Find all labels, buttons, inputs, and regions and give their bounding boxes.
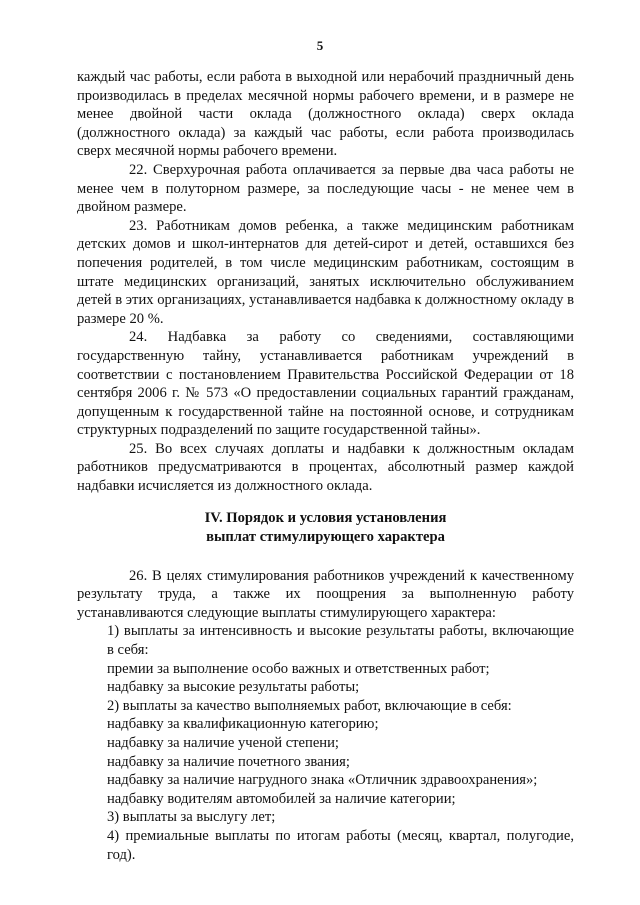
list-item-4: 4) премиальные выплаты по итогам работы (месяц, квартал, полугодие, год). bbox=[107, 827, 574, 863]
list-subitem: надбавку за наличие нагрудного знака «Отличник здравоохранения»; bbox=[107, 772, 538, 789]
list-item-2: 2) выплаты за качество выполняемых работ, включающие в себя: bbox=[107, 697, 512, 714]
section-heading bbox=[77, 509, 574, 547]
paragraph-24: 24. Надбавка за работу со сведениями, составляющими государственную тайну, устанавливается работникам учреждений в соответствии с постановлением Правительства Российской Федерации от 18 сентября 2006 г. № 573 «О предоставлении социальных гарантий гражданам, допущенным к государственной тайне на постоянной основе, и сотрудникам структурных подразделений по защите государственной тайны». bbox=[77, 329, 574, 439]
section-heading-line-2: выплат стимулирующего характера bbox=[206, 528, 445, 545]
page-number: 5 bbox=[316, 38, 324, 53]
list-item-3: 3) выплаты за выслугу лет; bbox=[107, 809, 276, 826]
list-subitem: надбавку за наличие почетного звания; bbox=[107, 753, 350, 770]
list-subitem: премии за выполнение особо важных и ответственных работ; bbox=[107, 660, 490, 677]
section-heading-line-1: IV. Порядок и условия установления bbox=[204, 509, 447, 526]
document-body bbox=[77, 68, 574, 864]
paragraph-22: 22. Сверхурочная работа оплачивается за первые два часа работы не менее чем в полуторном размере, за последующие часы - не менее чем в двойном размере. bbox=[77, 161, 574, 216]
list-subitem: надбавку за квалификационную категорию; bbox=[107, 716, 379, 733]
list-subitem: надбавку водителям автомобилей за наличие категории; bbox=[107, 790, 456, 807]
list-subitem: надбавку за высокие результаты работы; bbox=[107, 679, 360, 696]
list-subitem: надбавку за наличие ученой степени; bbox=[107, 735, 339, 751]
paragraph-26: 26. В целях стимулирования работников учреждений к качественному результату труда, а также их поощрения за выполненную работу устанавливаются следующие выплаты стимулирующего характера: bbox=[77, 567, 574, 621]
paragraph-25: 25. Во всех случаях доплаты и надбавки к должностным окладам работников предусматриваются в процентах, абсолютный размер каждой надбавки исчисляется из должностного оклада. bbox=[77, 440, 574, 495]
paragraph-21-continuation: каждый час работы, если работа в выходной или нерабочий праздничный день производилась в пределах месячной нормы рабочего времени, и в размере не менее двойной части оклада (должностного оклада) сверх оклада (должностного оклада) за каждый час работы, если работа производилась сверх месячной нормы рабочего времени. bbox=[77, 69, 574, 160]
paragraph-23: 23. Работникам домов ребенка, а также медицинским работникам детских домов и школ-интернатов для детей-сирот и детей, оставшихся без попечения родителей, в том числе медицинским работникам, состоящим в штате медицинских организаций, занятых исключительно обслуживанием детей в этих организациях, устанавливается надбавка к должностному окладу в размере 20 %. bbox=[77, 217, 574, 327]
list-item-1: 1) выплаты за интенсивность и высокие результаты работы, включающие в себя: bbox=[107, 623, 574, 659]
